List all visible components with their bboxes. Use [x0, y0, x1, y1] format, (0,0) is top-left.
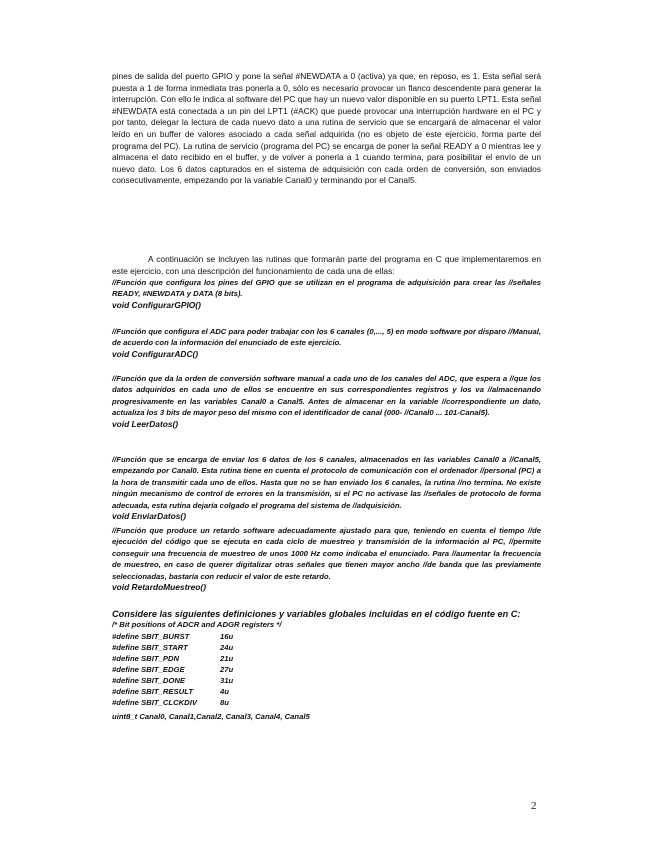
- define-name: #define SBIT_BURST: [112, 632, 190, 641]
- define-name: #define SBIT_RESULT: [112, 687, 194, 696]
- define-value: 27u: [220, 665, 234, 674]
- define-name: #define SBIT_START: [112, 643, 188, 652]
- define-name: #define SBIT_CLCKDIV: [112, 698, 198, 707]
- routine-comment: //Función que produce un retardo software adecuadamente ajustado para que, teniendo en cuenta el tiempo //de ejecución del código que se ejecuta en cada ciclo de muestreo y transmisión de la información al PC, //permite conseguir una frecuencia de muestreo de unos 1000 Hz como indicaba el enunciado. Para //aumentar la frecuencia de muestreo, en caso de querer digitalizar otras señales que tienen mayor ancho //de banda que las previamente seleccionadas, bastaría con reducir el valor de este retardo.: [112, 526, 541, 581]
- routine-comment: //Función que da la orden de conversión software manual a cada uno de los canales del ADC, que espera a //que los datos adquiridos en cada uno de ellos se encuentre en sus correspondientes registros y los va //almacenando progresivamente en las variables Canal0 a Canal5. Antes de almacenar en la variable //correspondiente un dato, actualiza los 3 bits de mayor peso del mismo con el identificador de canal (000- //Canal0 ... 101-Canal5).: [112, 374, 541, 418]
- routine-signature: void ConfigurarADC(): [112, 348, 199, 359]
- routine-signature: void LeerDatos(): [112, 418, 179, 429]
- routine-leer-datos: [112, 373, 541, 430]
- routine-signature: void EnviarDatos(): [112, 511, 186, 522]
- intro-paragraph: pines de salida del puerto GPIO y pone la señal #NEWDATA a 0 (activa) ya que, en reposo, es 1. Esta señal será puesta a 1 de forma inmediata tras ponerla a 0, sólo es necesario provocar un flanco descendente para generar la interrupción. Con ello le indica al software del PC que hay un nuevo valor disponible en su puerto LPT1. Esta señal #NEWDATA está conectada a un pin del LPT1 (#ACK) que puede provocar una interrupción hardware en el PC y por tanto, delegar la lectura de cada nuevo dato a una rutina de servicio que se encargará de almacenar el valor leído en un buffer de valores asociado a cada señal adquirida (no es objeto de este ejercicio, forma parte del programa del PC). La rutina de servicio (programa del PC) se encarga de poner la señal READY a 0 mientras lee y almacena el dato recibido en el buffer, y de volver a ponerla a 1 cuando termina, para posibilitar el envío de un nuevo dato. Los 6 datos capturados en el sistema de adquisición con cada orden de conversión, son enviados consecutivamente, empezando por la variable Canal0 y terminando por el Canal5.: [112, 71, 541, 186]
- define-value: 21u: [220, 654, 234, 663]
- continuation-paragraph: A continuación se incluyen las rutinas que formarán parte del programa en C que implementaremos en este ejercicio, con una descripción del funcionamiento de cada una de ellas:: [112, 254, 541, 276]
- routine-comment: //Función que configura los pines del GPIO que se utilizan en el programa de adquisición para crear las //señales READY, #NEWDATA y DATA (8 bits).: [112, 278, 541, 299]
- routine-configurar-gpio: [112, 277, 541, 311]
- define-name: #define SBIT_DONE: [112, 676, 186, 685]
- define-name: #define SBIT_PDN: [112, 654, 180, 663]
- routine-comment: //Función que configura el ADC para poder trabajar con los 6 canales (0,..., 5) en modo software por disparo //Manual, de acuerdo con la información del enunciado de este ejercicio.: [112, 327, 541, 348]
- define-value: 31u: [220, 676, 234, 685]
- routine-signature: void RetardoMuestreo(): [112, 582, 206, 593]
- define-value: 4u: [220, 687, 229, 696]
- define-name: #define SBIT_EDGE: [112, 665, 185, 674]
- definitions-comment: /* Bit positions of ADCR and ADGR registers */: [112, 620, 282, 629]
- variables-declaration: uint8_t Canal0, Canal1,Canal2, Canal3, Canal4, Canal5: [112, 712, 310, 721]
- routine-enviar-datos: [112, 454, 541, 523]
- define-value: 24u: [220, 643, 234, 652]
- routine-signature: void ConfigurarGPIO(): [112, 299, 201, 310]
- define-value: 8u: [220, 698, 229, 707]
- routine-comment: //Función que se encarga de enviar los 6 datos de los 6 canales, almacenados en las variables Canal0 a //Canal5, empezando por Canal0. Esta rutina tiene en cuenta el protocolo de comunicación con el ordenador //personal (PC) a la hora de transmitir cada uno de ellos. Hasta que no se han enviado los 6 canales, la rutina //no termina. No existe ningún mecanismo de control de errores en la transmisión, si el PC no activase las //señales de protocolo de forma adecuada, esta rutina dejaría colgado el programa del sistema de //adquisición.: [112, 455, 541, 510]
- definitions-title: Considere las siguientes definiciones y variables globales incluidas en el código fuente en C:: [112, 609, 521, 619]
- page-number: 2: [531, 800, 537, 812]
- define-value: 16u: [220, 632, 234, 641]
- routine-retardo-muestreo: [112, 525, 541, 594]
- routine-configurar-adc: [112, 326, 541, 360]
